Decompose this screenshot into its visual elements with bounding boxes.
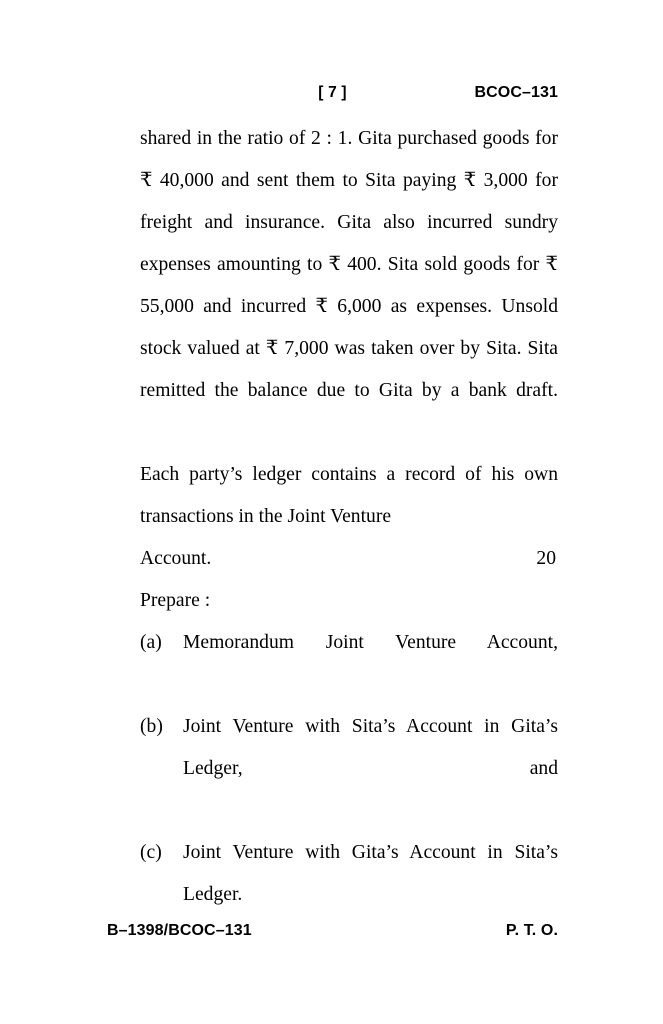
page-header bbox=[107, 84, 558, 108]
prepare-label: Prepare : bbox=[140, 590, 211, 611]
list-item-marker: (a) bbox=[140, 632, 162, 653]
footer-paper-serial: B–1398/BCOC–131 bbox=[107, 922, 252, 939]
list-item-marker: (b) bbox=[140, 716, 163, 737]
list-item bbox=[140, 622, 558, 706]
paragraph-last-line: Account. bbox=[140, 548, 212, 569]
question-paragraph-ledger: Each party’s ledger contains a record of his own transactions in the Joint Venture bbox=[140, 464, 558, 527]
page-number: [ 7 ] bbox=[318, 84, 347, 101]
marks-value: 20 bbox=[536, 548, 556, 569]
list-item-label: Joint Venture with Sita’s Account in Gita’s Ledger, and bbox=[183, 716, 558, 779]
question-paragraph-details: shared in the ratio of 2 : 1. Gita purchased goods for ₹ 40,000 and sent them to Sita paying ₹ 3,000 for freight and insurance. Gita also incurred sundry expenses amounting to ₹ 400. Sita sold goods for ₹ 55,000 and incurred ₹ 6,000 as expenses. Unsold stock valued at ₹ 7,000 was taken over by Sita. Sita remitted the balance due to Gita by a bank draft. bbox=[140, 128, 558, 401]
sub-question-list bbox=[140, 622, 558, 958]
page-footer bbox=[107, 922, 558, 940]
list-item-label: Memorandum Joint Venture Account, bbox=[183, 632, 558, 653]
list-item bbox=[140, 706, 558, 832]
marks-line bbox=[140, 538, 558, 580]
list-item-label: Joint Venture with Gita’s Account in Sita’s Ledger. bbox=[183, 842, 558, 905]
footer-pto-note: P. T. O. bbox=[505, 922, 558, 939]
list-item-marker: (c) bbox=[140, 842, 162, 863]
question-body bbox=[140, 118, 558, 958]
paper-code: BCOC–131 bbox=[474, 84, 558, 101]
